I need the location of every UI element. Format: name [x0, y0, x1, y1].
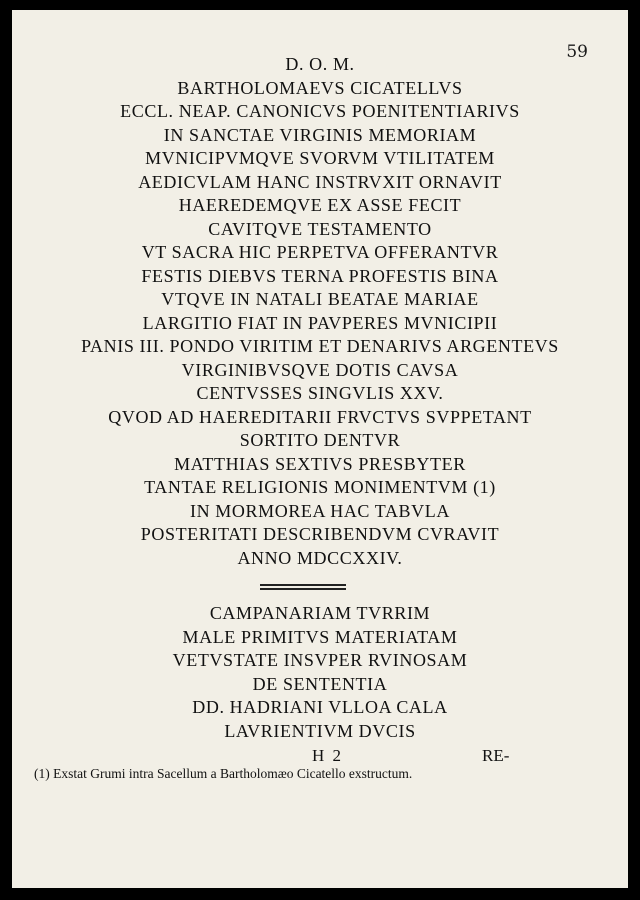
inscription-line: ANNO MDCCXXIV.	[237, 547, 403, 568]
inscription-line: HAEREDEMQVE EX ASSE FECIT	[178, 195, 462, 215]
inscription-line: VTQVE IN NATALI BEATAE MARIAE	[161, 289, 479, 309]
inscription-line: ECCL. NEAP. CANONICVS POENITENTIARIVS	[120, 101, 520, 121]
inscription-line: VT SACRA HIC PERPETVA OFFERANTVR	[141, 242, 499, 262]
inscription-line: DD. HADRIANI VLLOA CALA	[192, 697, 448, 717]
inscription-line: CAMPANARIAM TVRRIM	[209, 603, 431, 623]
inscription-line: MVNICIPVMQVE SVORVM VTILITATEM	[145, 148, 495, 168]
inscription-line: PANIS III. PONDO VIRITIM ET DENARIVS ARGENTEVS	[81, 336, 559, 356]
inscription-cicatellus	[12, 53, 628, 570]
inscription-campanaria	[12, 602, 628, 743]
inscription-line: IN SANCTAE VIRGINIS MEMORIAM	[163, 124, 477, 145]
inscription-line: POSTERITATI DESCRIBENDVM CVRAVIT	[140, 524, 500, 544]
footnote: (1) Exstat Grumi intra Sacellum a Bartholomæo Cicatello exstructum.	[34, 766, 413, 781]
signature-mark: H 2	[312, 746, 344, 765]
inscription-line: MATTHIAS SEXTIVS PRESBYTER	[174, 453, 466, 474]
inscription-line: CENTVSSES SINGVLIS XXV.	[196, 383, 444, 403]
page-number: 59	[566, 42, 588, 62]
inscription-line: VIRGINIBVSQVE DOTIS CAVSA	[181, 359, 459, 380]
double-rule-divider	[260, 584, 346, 590]
inscription-line: D. O. M.	[285, 54, 355, 74]
inscription-line: FESTIS DIEBVS TERNA PROFESTIS BINA	[141, 265, 499, 286]
inscription-line: LARGITIO FIAT IN PAVPERES MVNICIPII	[142, 312, 498, 333]
inscription-line: TANTAE RELIGIONIS MONIMENTVM (1)	[144, 477, 496, 497]
inscription-line: VETVSTATE INSVPER RVINOSAM	[172, 650, 468, 670]
inscription-line: IN MORMOREA HAC TABVLA	[190, 500, 450, 521]
inscription-line: QVOD AD HAEREDITARII FRVCTVS SVPPETANT	[108, 406, 532, 427]
inscription-line: LAVRIENTIVM DVCIS	[224, 720, 416, 741]
inscription-line: CAVITQVE TESTAMENTO	[208, 218, 432, 239]
catchword: RE-	[482, 746, 510, 765]
inscription-line: BARTHOLOMAEVS CICATELLVS	[177, 77, 463, 98]
inscription-line: DE SENTENTIA	[252, 673, 388, 694]
inscription-line: MALE PRIMITVS MATERIATAM	[182, 626, 458, 647]
book-page	[12, 10, 628, 888]
inscription-line: AEDICVLAM HANC INSTRVXIT ORNAVIT	[138, 171, 502, 192]
inscription-line: SORTITO DENTVR	[239, 430, 401, 450]
